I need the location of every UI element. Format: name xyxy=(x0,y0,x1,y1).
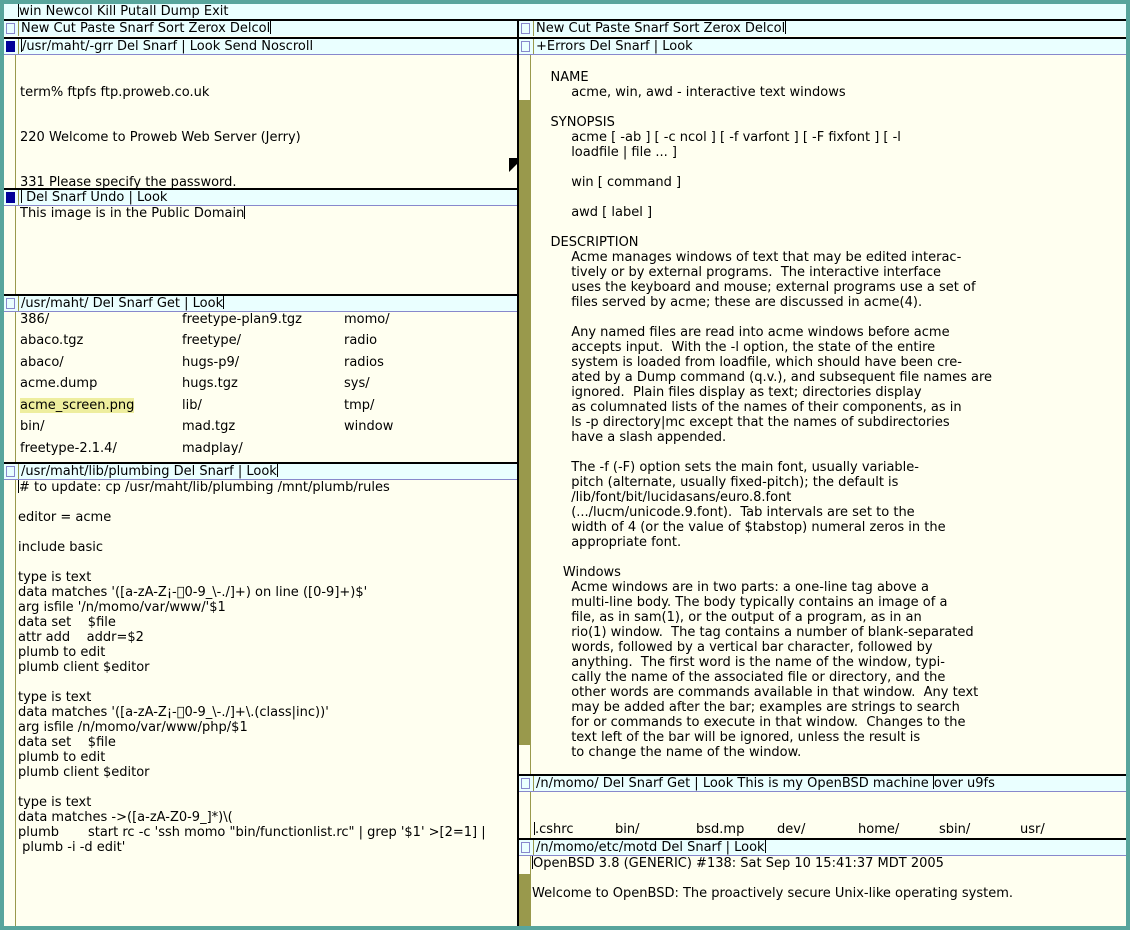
win7-body[interactable] xyxy=(532,856,1124,926)
left-column-tag-text[interactable]: New Cut Paste Snarf Sort Zerox Delcol xyxy=(21,21,271,36)
file-entry[interactable]: acme.dump xyxy=(20,376,98,392)
win4-handle[interactable] xyxy=(4,464,19,479)
manual-page-text: NAME acme, win, awd - interactive text windows SYNOPSIS acme [ -ab ] [ -c ncol ] [ -f varfont ] [ -F fixfont ] [ -l loadfile | file ... ] win [ command ] awd [ label ] DESCRIPTION Acme manages windows of text that may be edited interac- tively or by external programs. The interactive interface uses the keyboard and mouse; external programs use a set of files served by acme; these are discussed in acme(4). Any named files are read into acme windows before acme accepts input. With the -l option, the state of the entire system is loaded from loadfile, which should have been cre- ated by a Dump command (q.v.), and subsequent file names are ignored. Plain files display as text; directories display as columnated lists of the names of their components, as in ls -p directory|mc except that the names of subdirectories have a slash appended. The -f (-F) option sets the main font, usually variable- pitch (alternate, usually fixed-pitch); the default is /lib/font/bit/lucidasans/euro.8.font (.../lucm/unicode.9.font). Tab intervals are set to the width of 4 (or the value of $tabstop) numeral zeros in the appropriate font. Windows Acme windows are in two parts: a one-line tag above a multi-line body. The body typically contains an image of a file, as in sam(1), or the output of a program, as in an rio(1) window. The tag contains a number of blank-separated words, followed by a vertical bar character, followed by anything. The first word is the name of the window, typi- cally the name of the associated file or directory, and the other words are commands available in that window. Any text may be added after the bar; examples are strings to search for or commands to execute in that window. Changes to the text left of the bar will be ignored, unless the result is to change the name of the window. xyxy=(550,70,993,760)
win1-body[interactable] xyxy=(20,55,515,188)
file-entry[interactable] xyxy=(344,441,504,462)
win2-tag-text[interactable]: Del Snarf Undo | Look xyxy=(22,190,168,205)
file-entry[interactable]: madplay/ xyxy=(182,440,243,456)
right-column-tag-text[interactable]: New Cut Paste Snarf Sort Zerox Delcol xyxy=(536,21,786,36)
file-entry[interactable]: bin/ xyxy=(615,822,640,837)
plumbing-rules-text: # to update: cp /usr/maht/lib/plumbing /mnt/plumb/rules editor = acme include basic type is text data matches '([a-zA-Z¡-￿0-9_\-./]+) on line ([0-9]+)$' arg isfile '/n/momo/var/www/'$1 data set $file attr add addr=$2 plumb to edit plumb client $editor type is text data matches '([a-zA-Z¡-￿0-9_\-./]+\.(class|inc))' arg isfile /n/momo/var/www/php/$1 data set $file plumb to edit plumb client $editor type is text data matches ->([a-zA-Z0-9_]*)\( plumb start rc -c 'ssh momo "bin/functionlist.rc" | grep '$1' >[2=1] | plumb -i -d edit' xyxy=(18,480,486,855)
clean-box[interactable] xyxy=(521,778,530,789)
left-column-tag[interactable] xyxy=(19,21,517,36)
file-entry[interactable]: tmp/ xyxy=(344,397,375,413)
win7-handle[interactable] xyxy=(519,840,534,855)
win5-tag-text[interactable]: +Errors Del Snarf | Look xyxy=(536,39,693,54)
file-entry[interactable]: window xyxy=(344,419,394,435)
file-entry[interactable]: freetype-plan9.tgz xyxy=(182,312,303,327)
file-entry[interactable]: momo/ xyxy=(344,312,390,327)
win5-tag[interactable] xyxy=(534,39,1126,54)
file-entry[interactable]: dev/ xyxy=(777,822,806,837)
win1-tag[interactable] xyxy=(19,39,517,54)
file-entry-selected[interactable]: acme_screen.png xyxy=(20,397,135,413)
file-row xyxy=(534,822,1124,837)
file-entry[interactable]: home/ xyxy=(858,822,900,837)
win6-scrollbar[interactable] xyxy=(519,792,531,838)
file-entry[interactable]: .cshrc xyxy=(535,822,574,837)
clean-box[interactable] xyxy=(6,466,15,477)
win5-handle[interactable] xyxy=(519,39,534,54)
file-entry[interactable]: abaco.tgz xyxy=(20,333,84,349)
file-entry[interactable]: abaco/ xyxy=(20,354,64,370)
file-entry[interactable]: usr/ xyxy=(1020,822,1045,837)
file-entry[interactable]: 386/ xyxy=(20,312,50,327)
column-box[interactable] xyxy=(521,23,530,34)
win6-handle[interactable] xyxy=(519,776,534,791)
terminal-line: 220 Welcome to Proweb Web Server (Jerry) xyxy=(20,130,301,145)
file-entry[interactable]: bsd.mp xyxy=(696,822,745,837)
file-entry[interactable]: lib/ xyxy=(182,397,202,413)
win6-directory-listing[interactable] xyxy=(534,792,1124,838)
right-column-handle[interactable] xyxy=(519,21,534,36)
text-cursor xyxy=(223,296,224,309)
win5-body[interactable] xyxy=(534,55,1124,774)
left-column-handle[interactable] xyxy=(4,21,19,36)
motd-text: OpenBSD 3.8 (GENERIC) #138: Sat Sep 10 15:41:37 MDT 2005 Welcome to OpenBSD: The proactively secure Unix-like operating system. xyxy=(532,856,1013,901)
file-entry[interactable]: bin/ xyxy=(20,419,45,435)
win3-directory-listing[interactable] xyxy=(20,312,515,462)
body-text: This image is in the Public Domain xyxy=(20,206,245,221)
file-entry[interactable]: radio xyxy=(344,333,378,349)
win1-tag-text[interactable]: /usr/maht/-grr Del Snarf | Look Send Noscroll xyxy=(22,39,314,54)
win3-tag-text[interactable]: /usr/maht/ Del Snarf Get | Look xyxy=(21,296,224,311)
text-cursor xyxy=(270,21,271,34)
clean-box[interactable] xyxy=(521,41,530,52)
win2-handle[interactable] xyxy=(4,190,19,205)
win2-body[interactable] xyxy=(20,206,515,294)
win7-tag-text[interactable]: /n/momo/etc/motd Del Snarf | Look xyxy=(536,840,765,855)
text-cursor xyxy=(244,206,245,219)
file-entry[interactable]: hugs-p9/ xyxy=(182,354,240,370)
file-entry[interactable]: freetype-2.1.4/ xyxy=(20,440,117,456)
file-entry[interactable]: sbin/ xyxy=(939,822,971,837)
win3-scrollbar[interactable] xyxy=(4,312,16,462)
win2-scrollbar[interactable] xyxy=(4,206,16,294)
file-entry[interactable]: freetype/ xyxy=(182,333,242,349)
win7-tag[interactable] xyxy=(534,840,1126,855)
win3-handle[interactable] xyxy=(4,296,19,311)
text-cursor xyxy=(785,21,786,34)
main-tag-text[interactable]: win Newcol Kill Putall Dump Exit xyxy=(19,4,229,19)
win6-tag[interactable] xyxy=(534,776,1126,791)
text-cursor xyxy=(277,464,278,477)
clean-box[interactable] xyxy=(6,298,15,309)
file-entry[interactable]: sys/ xyxy=(344,376,370,392)
dirty-box[interactable] xyxy=(6,41,15,52)
right-column-tag[interactable] xyxy=(534,21,1126,36)
win2-tag[interactable] xyxy=(19,190,517,205)
terminal-line: 331 Please specify the password. xyxy=(20,175,237,188)
terminal-line: term% ftpfs ftp.proweb.co.uk xyxy=(20,85,210,100)
win1-handle[interactable] xyxy=(4,39,19,54)
text-cursor xyxy=(765,840,766,853)
win3-tag[interactable] xyxy=(19,296,517,311)
win5-scroll-thumb[interactable] xyxy=(519,100,531,745)
win4-scrollbar[interactable] xyxy=(4,480,16,926)
win4-tag[interactable] xyxy=(19,464,517,479)
dirty-box[interactable] xyxy=(6,192,15,203)
win6-tag-tail[interactable]: over u9fs xyxy=(933,776,995,791)
win4-body[interactable] xyxy=(18,480,515,926)
file-entry[interactable]: mad.tgz xyxy=(182,419,236,435)
win4-tag-text[interactable]: /usr/maht/lib/plumbing Del Snarf | Look xyxy=(21,464,277,479)
file-entry[interactable]: radios xyxy=(344,354,384,370)
column-box[interactable] xyxy=(6,23,15,34)
clean-box[interactable] xyxy=(521,842,530,853)
acme-window xyxy=(4,4,1126,926)
main-tag[interactable] xyxy=(4,4,1126,19)
file-entry[interactable]: hugs.tgz xyxy=(182,376,238,392)
win7-scroll-thumb[interactable] xyxy=(519,874,531,926)
win6-tag-text[interactable]: /n/momo/ Del Snarf Get | Look This is my OpenBSD machine xyxy=(536,776,933,791)
win1-scrollbar[interactable] xyxy=(4,55,16,188)
